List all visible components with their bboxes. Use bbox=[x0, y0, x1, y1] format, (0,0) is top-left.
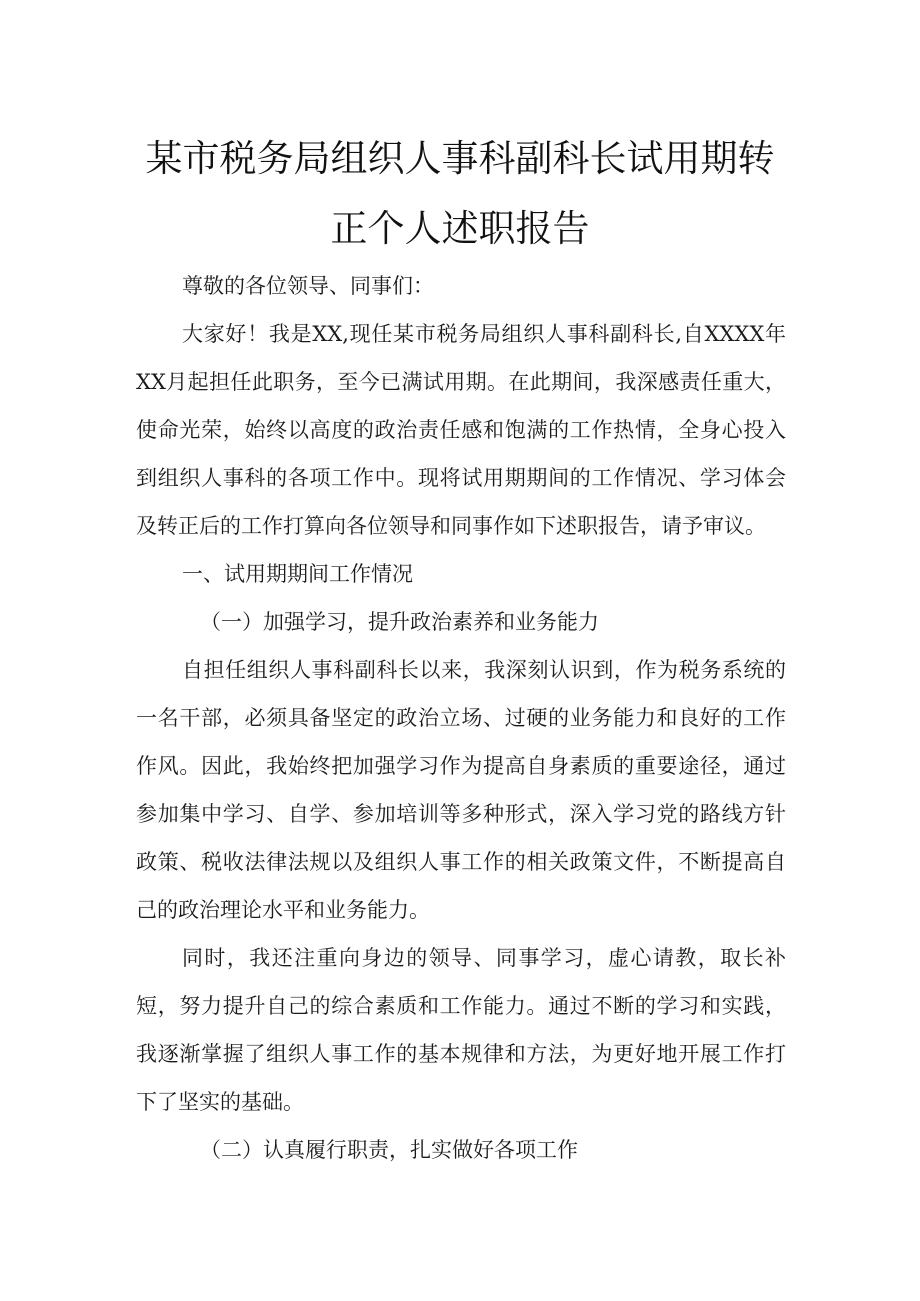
document-title-line-1: 某市税务局组织人事科副科长试用期转 bbox=[145, 137, 775, 180]
subsection-1-paragraph-1: 自担任组织人事科副科长以来，我深刻认识到，作为税务系统的一名干部，必须具备坚定的政治立场、过硬的业务能力和良好的工作作风。因此，我始终把加强学习作为提高自身素质的重要途径，通过参加集中学习、自学、参加培训等多种形式，深入学习党的路线方针政策、税收法律法规以及组织人事工作的相关政策文件，不断提高自己的政治理论水平和业务能力。 bbox=[136, 658, 786, 922]
section-heading-1: 一、试用期期间工作情况 bbox=[182, 562, 413, 586]
subsection-heading-1: （一）加强学习，提升政治素养和业务能力 bbox=[200, 610, 599, 634]
intro-paragraph: 大家好！我是XX,现任某市税务局组织人事科副科长,自XXXX年XX月起担任此职务，至今已满试用期。在此期间，我深感责任重大，使命光荣，始终以高度的政治责任感和饱满的工作热情，全身心投入到组织人事科的各项工作中。现将试用期期间的工作情况、学习体会及转正后的工作打算向各位领导和同事作如下述职报告，请予审议。 bbox=[136, 322, 786, 538]
greeting: 尊敬的各位领导、同事们： bbox=[182, 274, 434, 298]
document-title-line-2: 正个人述职报告 bbox=[330, 207, 590, 250]
subsection-heading-2: （二）认真履行职责，扎实做好各项工作 bbox=[200, 1138, 578, 1162]
subsection-1-paragraph-2: 同时，我还注重向身边的领导、同事学习，虚心请教，取长补短，努力提升自己的综合素质和工作能力。通过不断的学习和实践，我逐渐掌握了组织人事工作的基本规律和方法，为更好地开展工作打下了坚实的基础。 bbox=[136, 946, 786, 1114]
